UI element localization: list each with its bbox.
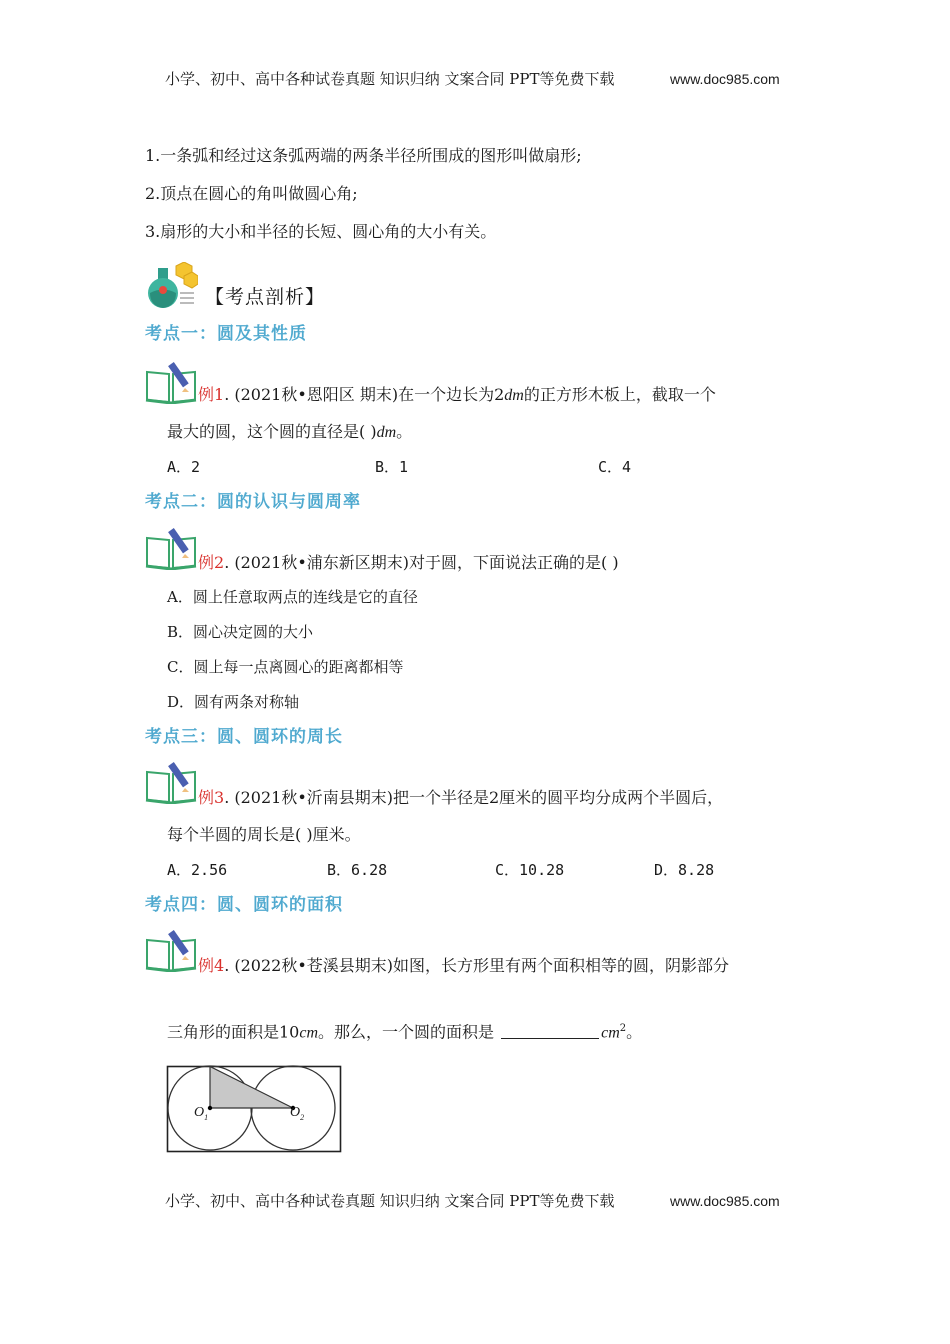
ex3-option-b: B．6.28	[327, 861, 388, 879]
ex4-question-line2: 三角形的面积是10cm。那么，一个圆的面积是 $cm^2$。	[167, 1022, 643, 1042]
point-1: 1.一条弧和经过这条弧两端的两条半径所围成的图形叫做扇形;	[145, 146, 582, 165]
book-pencil-icon	[145, 362, 197, 404]
ex2-label: 例2	[198, 553, 225, 572]
header-url[interactable]: www.doc985.com	[670, 71, 780, 87]
ex4-question-line1: 例4. (2022秋•苍溪县期末)如图，长方形里有两个面积相等的圆，阴影部分	[198, 956, 730, 975]
page-header	[0, 67, 950, 91]
footer-text: 小学、初中、高中各种试卷真题 知识归纳 文案合同 PPT等免费下载	[165, 1192, 615, 1210]
ex2-question-line1: 例2. (2021秋•浦东新区期末)对于圆，下面说法正确的是( )	[198, 553, 619, 572]
section-1-title: 考点一：圆及其性质	[145, 324, 307, 344]
book-pencil-icon	[145, 930, 197, 972]
ex3-label: 例3	[198, 788, 225, 807]
ex4-exponent: 2	[619, 1023, 627, 1034]
flask-icon	[146, 262, 198, 310]
ex2-option-d: D．圆有两条对称轴	[167, 693, 300, 711]
ex1-option-c: C．4	[598, 458, 632, 476]
answer-blank[interactable]	[501, 1022, 599, 1039]
section-3-title: 考点三：圆、圆环的周长	[145, 727, 343, 747]
ex3-option-d: D．8.28	[654, 861, 715, 879]
ex1-question-line2: 最大的圆，这个圆的直径是( )dm。	[167, 422, 413, 441]
ex4-unit: cm	[299, 1024, 319, 1042]
ex1-option-a: A．2	[167, 458, 201, 476]
ex2-option-a: A．圆上任意取两点的连线是它的直径	[167, 588, 418, 606]
ex1-label: 例1	[198, 385, 225, 404]
label-o2: $O_2$	[290, 1105, 305, 1122]
point-2: 2.顶点在圆心的角叫做圆心角;	[145, 184, 358, 203]
point-3: 3.扇形的大小和半径的长短、圆心角的大小有关。	[145, 222, 497, 241]
ex3-option-c: C．10.28	[495, 861, 565, 879]
label-o1: $O_1$	[194, 1105, 209, 1122]
ex3-question-line1: 例3. (2021秋•沂南县期末)把一个半径是2厘米的圆平均分成两个半圆后，	[198, 788, 724, 807]
ex1-question-line1: 例1. (2021秋•恩阳区 期末)在一个边长为2dm的正方形木板上，截取一个	[198, 385, 716, 404]
book-pencil-icon	[145, 762, 197, 804]
ex4-label: 例4	[198, 956, 225, 975]
ex3-question-line2: 每个半圆的周长是( )厘米。	[167, 825, 361, 844]
circles-figure	[166, 1065, 342, 1153]
ex2-option-b: B．圆心决定圆的大小	[167, 623, 314, 641]
section-2-title: 考点二：圆的认识与圆周率	[145, 492, 361, 512]
ex1-option-b: B．1	[375, 458, 409, 476]
header-text: 小学、初中、高中各种试卷真题 知识归纳 文案合同 PPT等免费下载	[165, 70, 615, 88]
ex3-option-a: A．2.56	[167, 861, 228, 879]
ex2-option-c: C．圆上每一点离圆心的距离都相等	[167, 658, 404, 676]
page-footer	[0, 1189, 950, 1213]
book-pencil-icon	[145, 528, 197, 570]
analysis-title: 【考点剖析】	[205, 286, 326, 308]
footer-url[interactable]: www.doc985.com	[670, 1193, 780, 1209]
ex1-unit: dm	[504, 387, 524, 404]
section-4-title: 考点四：圆、圆环的面积	[145, 895, 343, 915]
